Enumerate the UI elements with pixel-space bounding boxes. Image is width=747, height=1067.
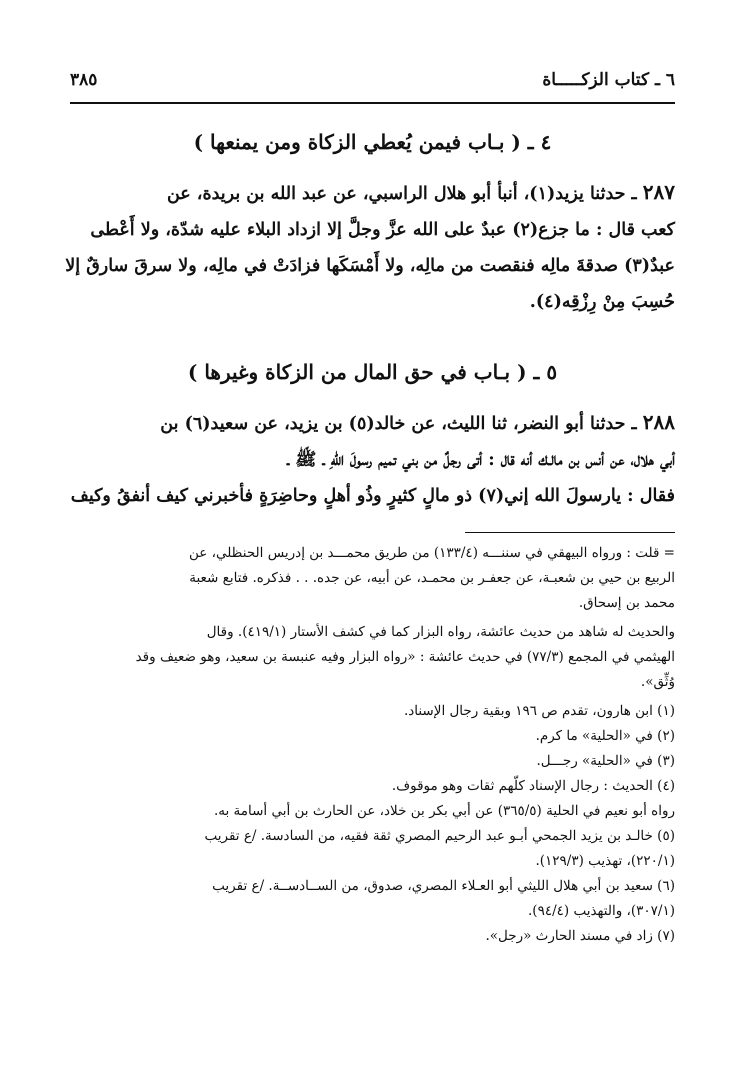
hadith-line: كعب قال : ما جزع(٢) عبدٌ على الله عزَّ وجلَّ إلا ازداد البلاء عليه شدّة، ولا أَعْطى xyxy=(90,220,675,240)
running-header xyxy=(70,70,675,98)
hadith-line: ٢٨٨ ـ حدثنا أبو النضر، ثنا الليث، عن خالد(٥) بن يزيد، عن سعيد(٦) بن xyxy=(160,410,675,434)
hadith-number: ٢٨٧ xyxy=(642,180,675,204)
hadith-text xyxy=(65,174,675,320)
section-title: ٤ ـ ( بـاب فيمن يُعطي الزكاة ومن يمنعها ) xyxy=(193,130,552,154)
footnote-item: (١) ابن هارون، تقدم ص ١٩٦ وبقية رجال الإسناد. xyxy=(403,703,675,719)
footnote-separator xyxy=(465,532,675,533)
footnote-item: (٦) سعيد بن أبي هلال الليثي أبو العـلاء المصري، صدوق، من الســادســة. /ع تقريب xyxy=(212,878,675,894)
chapter-heading: ٦ ـ كتاب الزكـــــاة xyxy=(542,70,675,90)
footnote-item: (٤) الحديث : رجال الإسناد كلّهم ثقات وهو موقوف. xyxy=(391,778,675,794)
page-number: ٣٨٥ xyxy=(70,70,98,90)
section-title: ٥ ـ ( بـاب في حق المال من الزكاة وغيرها ) xyxy=(187,360,558,384)
footnote-item: (٣) في «الحلية» رجـــل. xyxy=(536,753,675,769)
hadith-text xyxy=(70,404,675,514)
footnote-continuation: = قلت : ورواه البيهقي في سننـــه (١٣٣/٤) من طريق محمـــد بن إدريس الحنظلي، عن الربيع بن حيي بن شعبـة، عن جعفـر بن محمـد، عن أبيه، عن جده. . . فذكره. فتابع شعبة محمد بن إسحاق. xyxy=(188,545,675,611)
hadith-number: ٢٨٨ xyxy=(642,410,675,434)
footnote-item: رواه أبو نعيم في الحلية (٣٦٥/٥) عن أبي بكر بن خلاد، عن الحارث بن أبي أسامة به. xyxy=(213,803,675,819)
book-page xyxy=(65,70,675,953)
hadith-line: حُسِبَ مِنْ رِزْقِه(٤). xyxy=(529,292,675,312)
footnote-item: (٢) في «الحلية» ما كرم. xyxy=(535,728,675,744)
footnotes xyxy=(70,541,675,949)
footnote-item: (٥) خالـد بن يزيد الجمحي أبـو عبد الرحيم المصري ثقة فقيه، من السادسة. /ع تقريب xyxy=(204,828,675,844)
hadith-line: فقال : يارسولَ الله إني(٧) ذو مالٍ كثيرٍ وذُو أهلٍ وحاضِرَةٍ فأخبرني كيف أنفقُ وكيف xyxy=(70,486,675,506)
footnote-list xyxy=(70,699,675,949)
hadith-line: ٢٨٧ ـ حدثنا يزيد(١)، أنبأ أبو هلال الراسبي، عن عبد الله بن بريدة، عن xyxy=(166,180,675,204)
header-rule xyxy=(70,102,675,104)
footnote-witness: والحديث له شاهد من حديث عائشة، رواه البزار كما في كشف الأستار (٤١٩/١). وقال الهيثمي في المجمع (٧٧/٣) في حديث عائشة : «رواه البزار وفيه عنبسة بن سعيد، وهو ضعيف وقد وُثِّق». xyxy=(135,624,675,690)
footnote-item: (٧) زاد في مسند الحارث «رجل». xyxy=(485,928,675,944)
footnote-item: (٢٢٠/١)، تهذيب (١٢٩/٣). xyxy=(535,853,675,869)
footnote-item: (٣٠٧/١)، والتهذيب (٩٤/٤). xyxy=(528,903,675,919)
hadith-line: أبي هلال، عن أنس بن مالـك أنه قال : أتى رجلٌ من بني تميم رسولَ اللهِ ـ ﷺ ـ xyxy=(286,450,675,470)
spacer xyxy=(70,320,675,334)
hadith-line: عبدٌ(٣) صدقةَ مالِه فنقصت من مالِه، ولا أَمْسَكَها فزادَتْ في مالِه، ولا سرقَ سارقٌ إلا xyxy=(65,256,675,276)
